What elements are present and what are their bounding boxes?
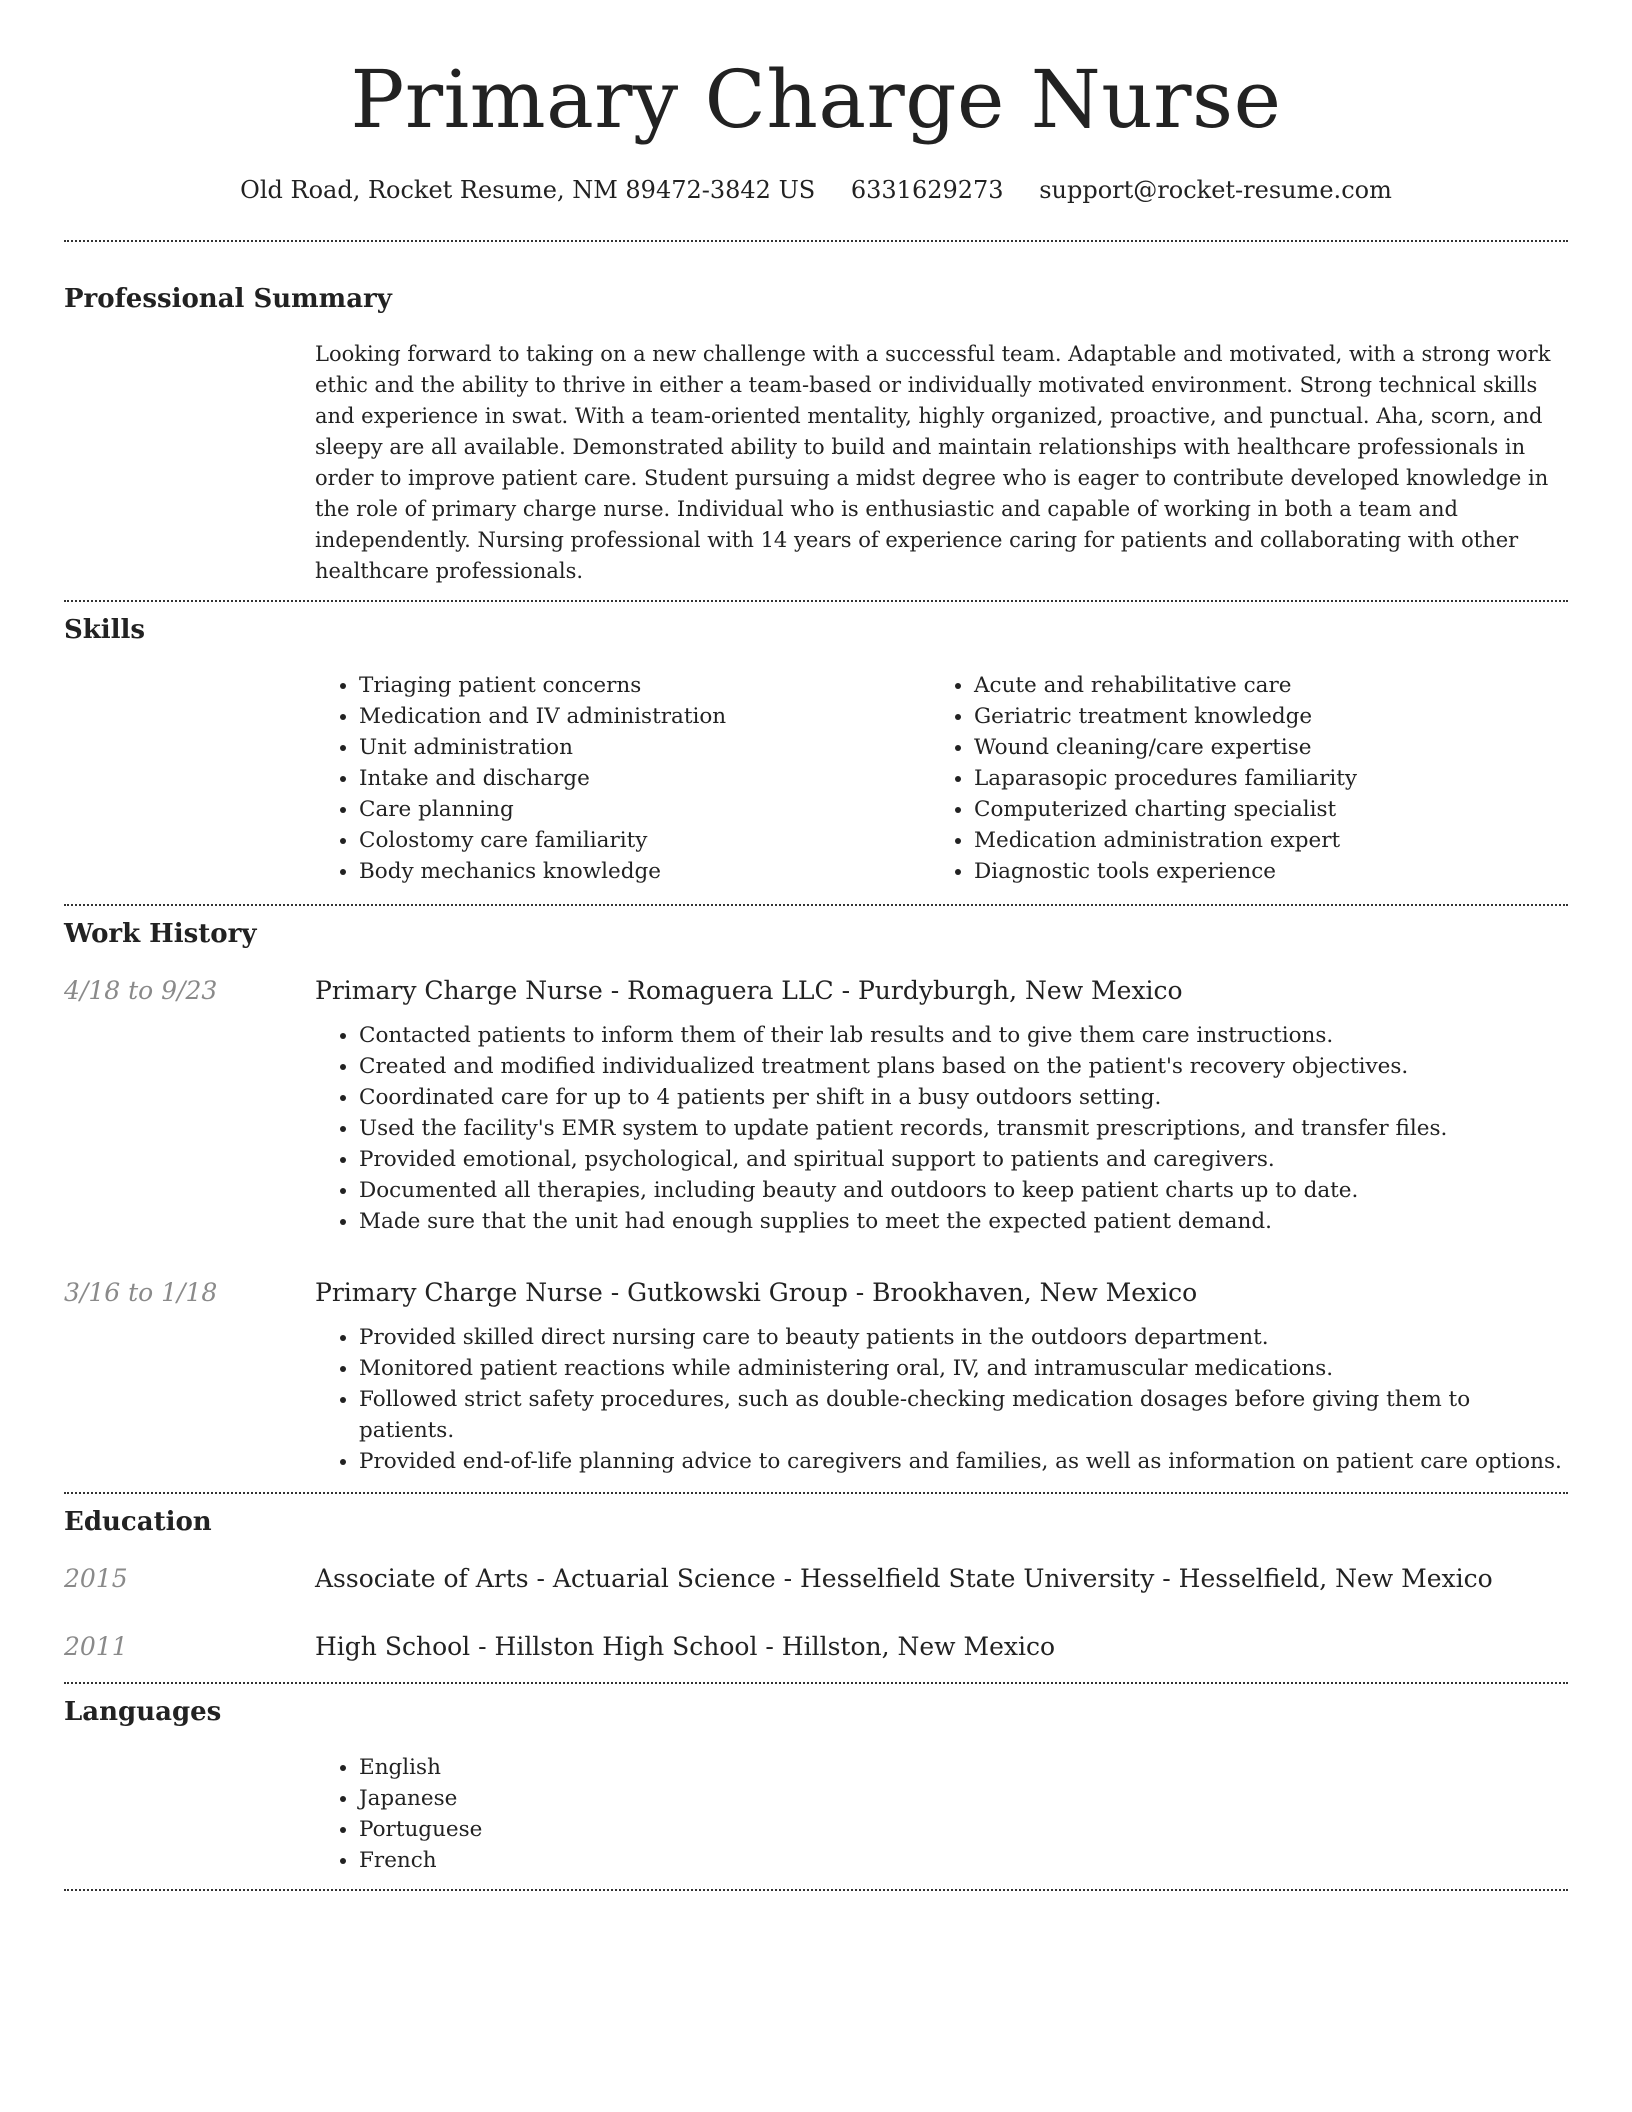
job-bullet: • Provided end-of-life planning advice to caregivers and families, as well as information on patient care options.	[359, 1446, 1568, 1477]
education-title-text: High School - Hillston High School - Hillston, New Mexico	[315, 1632, 1056, 1661]
job-bullet: • Provided skilled direct nursing care to beauty patients in the outdoors department.	[359, 1322, 1568, 1353]
divider	[64, 1889, 1568, 1891]
divider	[64, 904, 1568, 906]
skill-item: • Body mechanics knowledge	[359, 856, 930, 887]
job-bullets	[315, 1322, 1568, 1477]
language-item: • Portuguese	[359, 1814, 1568, 1845]
language-item: • Japanese	[359, 1783, 1568, 1814]
work-section	[64, 917, 1568, 1477]
skill-item: • Computerized charting specialist	[974, 794, 1545, 825]
language-item: • English	[359, 1752, 1568, 1783]
summary-title: Professional Summary	[64, 284, 392, 314]
divider	[64, 240, 1568, 242]
language-item: • French	[359, 1845, 1568, 1876]
skill-item: • Medication and IV administration	[359, 701, 930, 732]
job-entry	[64, 1276, 1568, 1477]
skill-item: • Acute and rehabilitative care	[974, 670, 1545, 701]
education-date: 2015	[64, 1564, 128, 1593]
job-date: 3/16 to 1/18	[64, 1278, 218, 1307]
languages-section	[64, 1695, 1568, 1876]
skill-item: • Wound cleaning/care expertise	[974, 732, 1545, 763]
job-bullet: • Provided emotional, psychological, and spiritual support to patients and caregivers.	[359, 1144, 1568, 1175]
divider	[64, 1492, 1568, 1494]
education-title-text: Associate of Arts - Actuarial Science - Hesselfield State University - Hesselfield, New Mexico	[315, 1564, 1493, 1593]
contact-line	[64, 174, 1568, 206]
skills-grid	[315, 670, 1568, 887]
summary-section	[64, 282, 1568, 587]
job-title: Primary Charge Nurse - Romaguera LLC - Purdyburgh, New Mexico	[315, 976, 1183, 1005]
divider	[64, 600, 1568, 602]
education-date: 2011	[64, 1632, 128, 1661]
job-header	[64, 974, 1568, 1008]
skills-section	[64, 613, 1568, 887]
summary-text: Looking forward to taking on a new challenge with a successful team. Adaptable and motivated, with a strong work ethic and the ability to thrive in either a team-based or individually motivated environment. Strong technical skills and experience in swat. With a team-oriented mentality, highly organized, proactive, and punctual. Aha, scorn, and sleepy are all available. Demonstrated ability to build and maintain relationships with healthcare professionals in order to improve patient care. Student pursuing a midst degree who is eager to contribute developed knowledge in the role of primary charge nurse. Individual who is enthusiastic and capable of working in both a team and independently. Nursing professional with 14 years of experience caring for patients and collaborating with other healthcare professionals.	[315, 342, 1551, 583]
contact-address: Old Road, Rocket Resume, NM 89472-3842 US	[240, 176, 816, 204]
education-title: Education	[64, 1507, 212, 1537]
skills-title: Skills	[64, 615, 146, 645]
skill-item: • Colostomy care familiarity	[359, 825, 930, 856]
summary-content	[315, 339, 1568, 587]
skill-item: • Care planning	[359, 794, 930, 825]
divider	[64, 1682, 1568, 1684]
education-section	[64, 1505, 1568, 1664]
languages-title: Languages	[64, 1697, 222, 1727]
skill-item: • Unit administration	[359, 732, 930, 763]
job-title: Primary Charge Nurse - Gutkowski Group - Brookhaven, New Mexico	[315, 1278, 1198, 1307]
skill-item: • Intake and discharge	[359, 763, 930, 794]
job-bullet: • Contacted patients to inform them of their lab results and to give them care instructions.	[359, 1020, 1568, 1051]
skill-item: • Triaging patient concerns	[359, 670, 930, 701]
job-header	[64, 1276, 1568, 1310]
candidate-name: Primary Charge Nurse	[350, 53, 1282, 146]
skill-item: • Diagnostic tools experience	[974, 856, 1545, 887]
skills-list-right	[930, 670, 1545, 887]
skill-item: • Geriatric treatment knowledge	[974, 701, 1545, 732]
job-bullet: • Followed strict safety procedures, such as double-checking medication dosages before giving them to patients.	[359, 1384, 1568, 1446]
work-title: Work History	[64, 919, 257, 949]
job-bullet: • Coordinated care for up to 4 patients per shift in a busy outdoors setting.	[359, 1082, 1568, 1113]
skills-list-left	[315, 670, 930, 887]
job-bullet: • Documented all therapies, including beauty and outdoors to keep patient charts up to date.	[359, 1175, 1568, 1206]
job-bullet: • Used the facility's EMR system to update patient records, transmit prescriptions, and transfer files.	[359, 1113, 1568, 1144]
job-bullet: • Made sure that the unit had enough supplies to meet the expected patient demand.	[359, 1206, 1568, 1237]
languages-list	[315, 1752, 1568, 1876]
job-bullet: • Created and modified individualized treatment plans based on the patient's recovery objectives.	[359, 1051, 1568, 1082]
skill-item: • Laparasopic procedures familiarity	[974, 763, 1545, 794]
job-bullet: • Monitored patient reactions while administering oral, IV, and intramuscular medications.	[359, 1353, 1568, 1384]
contact-email: support@rocket-resume.com	[1039, 176, 1392, 204]
job-entry	[64, 974, 1568, 1237]
job-bullets	[315, 1020, 1568, 1237]
education-entry	[64, 1630, 1568, 1664]
contact-phone: 6331629273	[850, 176, 1004, 204]
education-entry	[64, 1562, 1568, 1596]
job-date: 4/18 to 9/23	[64, 976, 218, 1005]
skill-item: • Medication administration expert	[974, 825, 1545, 856]
